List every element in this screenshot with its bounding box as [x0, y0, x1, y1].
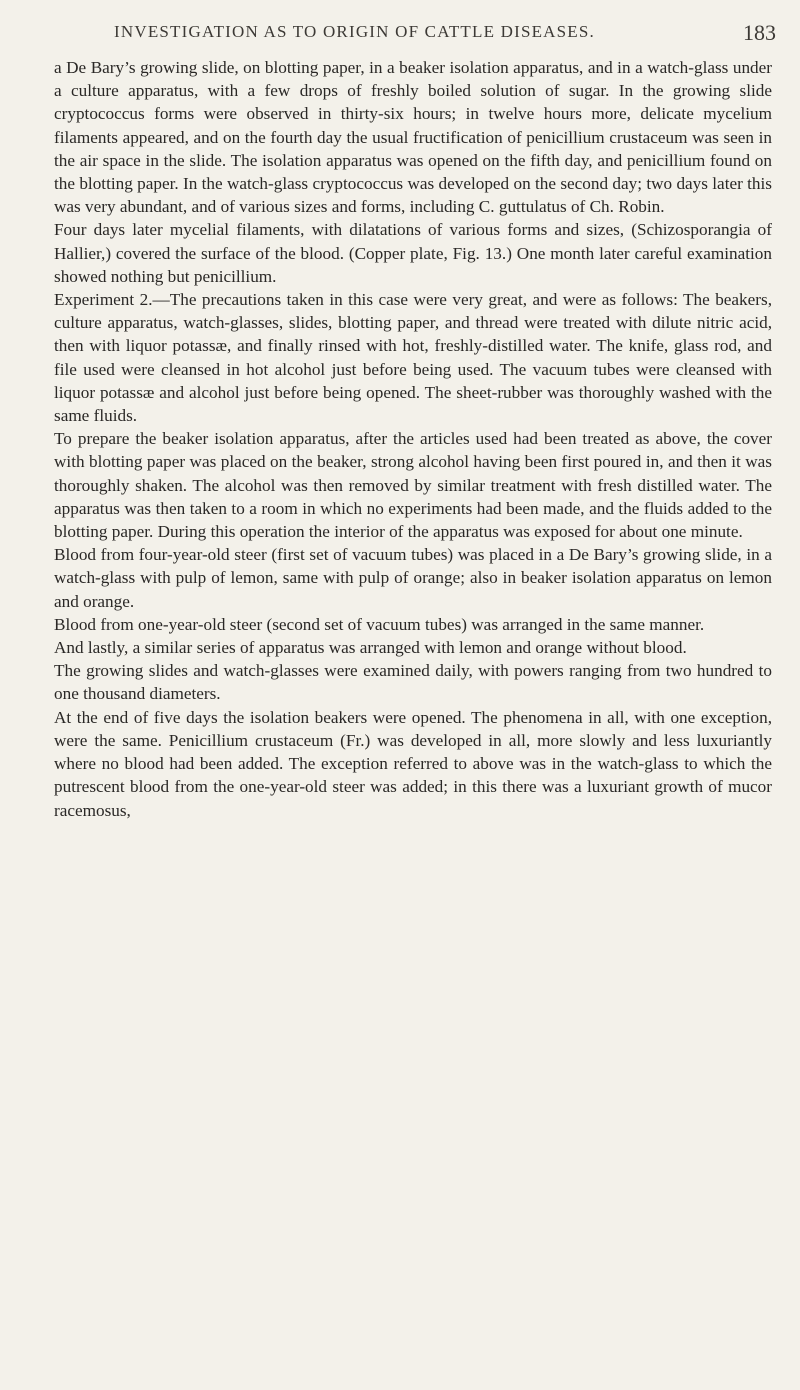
body-text	[54, 56, 772, 822]
paragraph-examined-daily: The growing slides and watch-glasses were examined daily, with powers ranging from two hundred to one thousand diameters.	[54, 661, 772, 704]
paragraph-experiment-2: Experiment 2.—The precautions taken in this case were very great, and were as follows: The beakers, culture apparatus, watch-glasses, slides, blotting paper, and thread were treated with dilute nitric acid, then with liquor potassæ, and finally rinsed with hot, freshly-distilled water. The knife, glass rod, and file used were cleansed in hot alcohol just before being used. The vacuum tubes were cleansed with liquor potassæ and alcohol just before being opened. The sheet-rubber was thoroughly washed with the same fluids.	[54, 290, 772, 426]
page-header	[54, 22, 776, 52]
paragraph-continuation: a De Bary’s growing slide, on blotting paper, in a beaker isolation apparatus, and in a watch-glass under a culture apparatus, with a few drops of freshly boiled solution of sugar. In the growing slide cryptococcus forms were observed in thirty-six hours; in twelve hours more, delicate mycelium filaments appeared, and on the fourth day the usual fructification of penicillium crustaceum was seen in the air space in the slide. The isolation apparatus was opened on the fifth day, and penicillium found on the blotting paper. In the watch-glass cryptococcus was developed on the second day; two days later this was very abundant, and of various sizes and forms, including C. guttulatus of Ch. Robin.	[54, 58, 772, 217]
page-number: 183	[743, 20, 776, 45]
running-head: INVESTIGATION AS TO ORIGIN OF CATTLE DISEASES.	[114, 22, 595, 41]
paragraph-five-days: At the end of five days the isolation beakers were opened. The phenomena in all, with one exception, were the same. Penicillium crustaceum (Fr.) was developed in all, more slowly and less luxuriantly where no blood had been added. The exception referred to above was in the watch-glass to which the putrescent blood from the one-year-old steer was added; in this there was a luxuriant growth of mucor racemosus,	[54, 707, 772, 820]
paragraph-one-year-old-steer: Blood from one-year-old steer (second set of vacuum tubes) was arranged in the same manner.	[54, 614, 705, 634]
paragraph-four-year-old-steer: Blood from four-year-old steer (first set of vacuum tubes) was placed in a De Bary’s growing slide, in a watch-glass with pulp of lemon, same with pulp of orange; also in beaker isolation apparatus on lemon and orange.	[54, 545, 772, 611]
paragraph-isolation-apparatus: To prepare the beaker isolation apparatus, after the articles used had been treated as above, the cover with blotting paper was placed on the beaker, strong alcohol having been first poured in, and then it was thoroughly shaken. The alcohol was then removed by similar treatment with fresh distilled water. The apparatus was then taken to a room in which no experiments had been made, and the fluids added to the blotting paper. During this operation the interior of the apparatus was exposed for about one minute.	[54, 429, 772, 542]
paragraph-mycelial-filaments: Four days later mycelial filaments, with dilatations of various forms and sizes, (Schizosporangia of Hallier,) covered the surface of the blood. (Copper plate, Fig. 13.) One month later careful examination showed nothing but penicillium.	[54, 220, 772, 286]
paragraph-without-blood: And lastly, a similar series of apparatus was arranged with lemon and orange without blood.	[54, 638, 687, 658]
